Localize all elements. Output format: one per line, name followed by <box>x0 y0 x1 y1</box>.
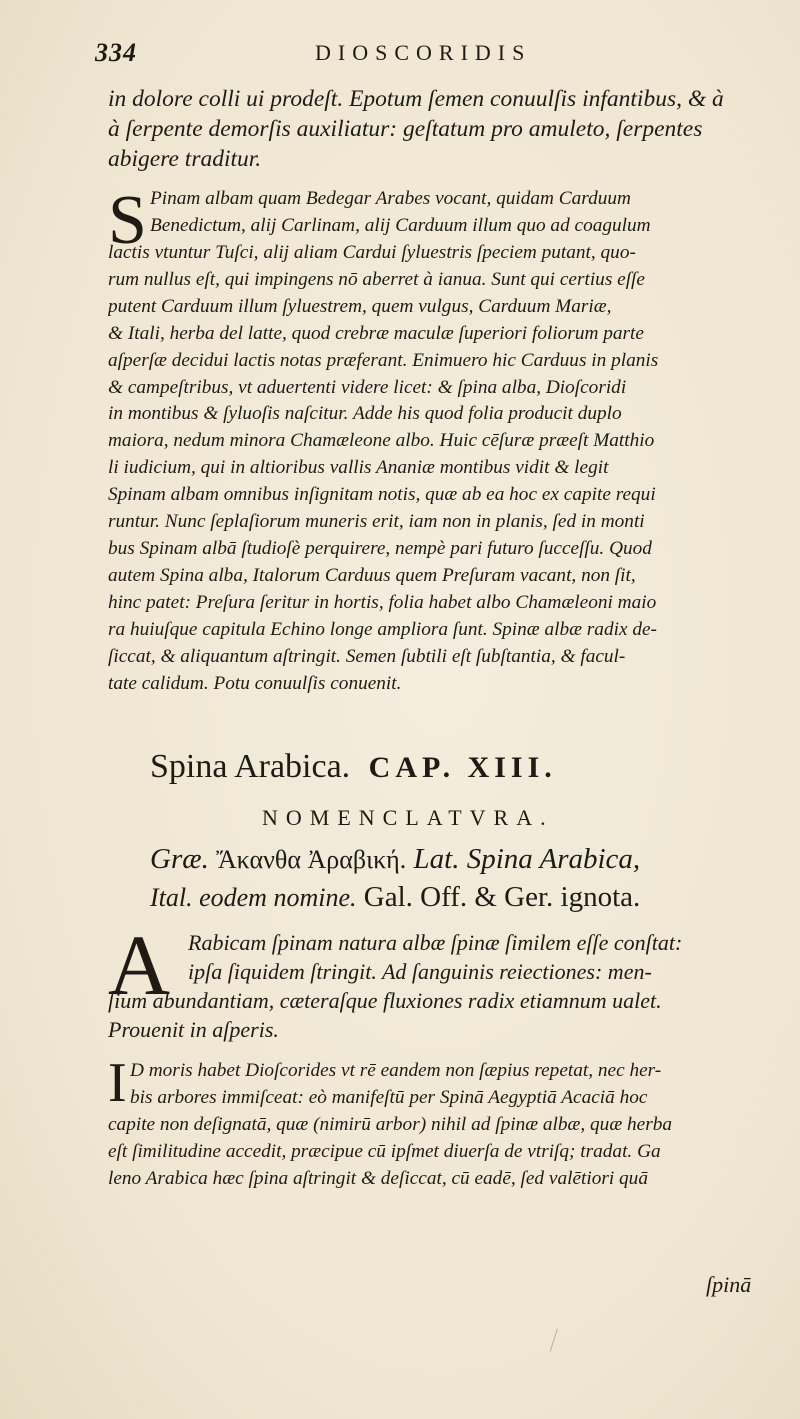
text-line: tate calidum. Potu conuulſis conuenit. <box>108 672 402 694</box>
latin-label: Lat. <box>413 843 460 875</box>
running-title: DIOSCORIDIS <box>315 40 532 65</box>
text-line: Spinam albam omnibus inſignitam notis, quæ ab ea hoc ex capite requi <box>108 484 656 506</box>
drop-cap-s: S <box>108 182 147 259</box>
text-line: capite non deſignatā, quæ (nimirū arbor) nihil ad ſpinæ albæ, quæ herba <box>108 1114 672 1135</box>
other-names: Gal. Off. & Ger. ignota. <box>363 881 641 913</box>
latin-name: Spina Arabica, <box>466 843 641 875</box>
greek-label: Græ. <box>150 843 209 875</box>
text-line: Rabicam ſpinam natura albæ ſpinæ ſimilem eſſe conſtat: <box>188 930 683 955</box>
drop-cap-i: I <box>108 1052 127 1114</box>
text-line: & campeſtribus, vt aduertenti videre licet: & ſpina alba, Dioſcoridi <box>108 376 627 398</box>
names-line-1 <box>150 840 790 879</box>
paragraph-3-head <box>130 1058 786 1112</box>
names-line-2 <box>150 878 790 917</box>
text-line: eſt ſimilitudine accedit, præcipue cū ipſmet diuerſa de vtriſq; tradat. Ga <box>108 1140 661 1162</box>
text-line: & Itali, herba del latte, quod crebræ maculæ ſuperiori foliorum parte <box>108 322 644 344</box>
text-line: Pinam albam quam Bedegar Arabes vocant, quidam Carduum <box>150 188 631 209</box>
paragraph-2-head <box>188 928 786 986</box>
text-line: ſium abundantiam, cæteraſque fluxiones radix etiamnum ualet. <box>108 988 662 1013</box>
ink-stray-mark <box>550 1329 570 1356</box>
drop-cap-a: A <box>108 917 171 1013</box>
text-line: in dolore colli ui prodeſt. Epotum ſemen conuulſis infantibus, & à <box>108 86 724 112</box>
italian-label: Ital. eodem nomine. <box>150 883 357 912</box>
nomenclatura-heading: NOMENCLATVRA. <box>262 805 554 830</box>
chapter-heading <box>150 748 750 786</box>
text-line: bus Spinam albā ſtudioſè perquirere, nempè pari futuro ſucceſſu. Quod <box>108 537 652 559</box>
chapter-number: CAP. XIII. <box>368 751 557 784</box>
text-line: leno Arabica hæc ſpina aſtringit & deſiccat, cū eadē, ſed valētiori quā <box>108 1167 648 1189</box>
text-line: ſiccat, & aliquantum aſtringit. Semen ſubtili eſt ſubſtantia, & facul- <box>108 645 626 667</box>
text-line: à ſerpente demorſis auxiliatur: geſtatum pro amuleto, ſerpentes <box>108 116 703 142</box>
text-line: in montibus & ſyluoſis naſcitur. Adde his quod folia producit duplo <box>108 403 622 425</box>
text-line: runtur. Nunc ſeplaſiorum muneris erit, iam non in planis, ſed in monti <box>108 511 645 533</box>
page-header <box>95 38 715 78</box>
text-line: lactis vtuntur Tuſci, alij aliam Cardui ſyluestris ſpeciem putant, quo- <box>108 242 636 263</box>
text-line: bis arbores immiſceat: eò manifeſtū per Spinā Aegyptiā Acaciā hoc <box>130 1086 648 1108</box>
text-line: li iudicium, qui in altioribus vallis Ananiæ montibus vidit & legit <box>108 457 609 479</box>
text-line: Prouenit in aſperis. <box>108 1017 279 1042</box>
paragraph-1-head <box>150 186 786 240</box>
text-line: Benedictum, alij Carlinam, alij Carduum illum quo ad coagulum <box>150 214 651 236</box>
text-line: hinc patet: Preſura ſeritur in hortis, folia habet albo Chamæleoni maio <box>108 591 657 613</box>
intro-paragraph <box>108 84 788 174</box>
text-line: autem Spina alba, Italorum Carduus quem Preſuram vacant, non ſit, <box>108 564 636 586</box>
paragraph-3-body <box>108 1112 788 1193</box>
text-line: rum nullus eſt, qui impingens nō aberret à ianua. Sunt qui certius eſſe <box>108 268 645 290</box>
text-line: putent Carduum illum ſyluestrem, quem vulgus, Carduum Mariæ, <box>108 295 612 317</box>
page-number: 334 <box>95 38 137 67</box>
text-line: D moris habet Dioſcorides vt rē eandem non ſæpius repetat, nec her- <box>130 1060 662 1081</box>
catchword: ſpinā <box>706 1272 752 1297</box>
chapter-title: Spina Arabica. <box>150 748 351 785</box>
greek-name: Ἄκανθα Ἀραβική. <box>216 845 407 874</box>
paragraph-2-body <box>108 986 788 1044</box>
text-line: ra huiuſque capitula Echino longe ampliora ſunt. Spinæ albæ radix de- <box>108 618 657 640</box>
text-line: aſperſæ decidui lactis notas præferant. Enimuero hic Carduus in planis <box>108 349 659 371</box>
text-line: ipſa ſiquidem ſtringit. Ad ſanguinis reiectiones: men- <box>188 959 652 984</box>
text-line: maiora, nedum minora Chamæleone albo. Huic cēſuræ præeſt Matthio <box>108 430 655 452</box>
paragraph-1-body <box>108 240 788 697</box>
text-line: abigere traditur. <box>108 146 262 172</box>
